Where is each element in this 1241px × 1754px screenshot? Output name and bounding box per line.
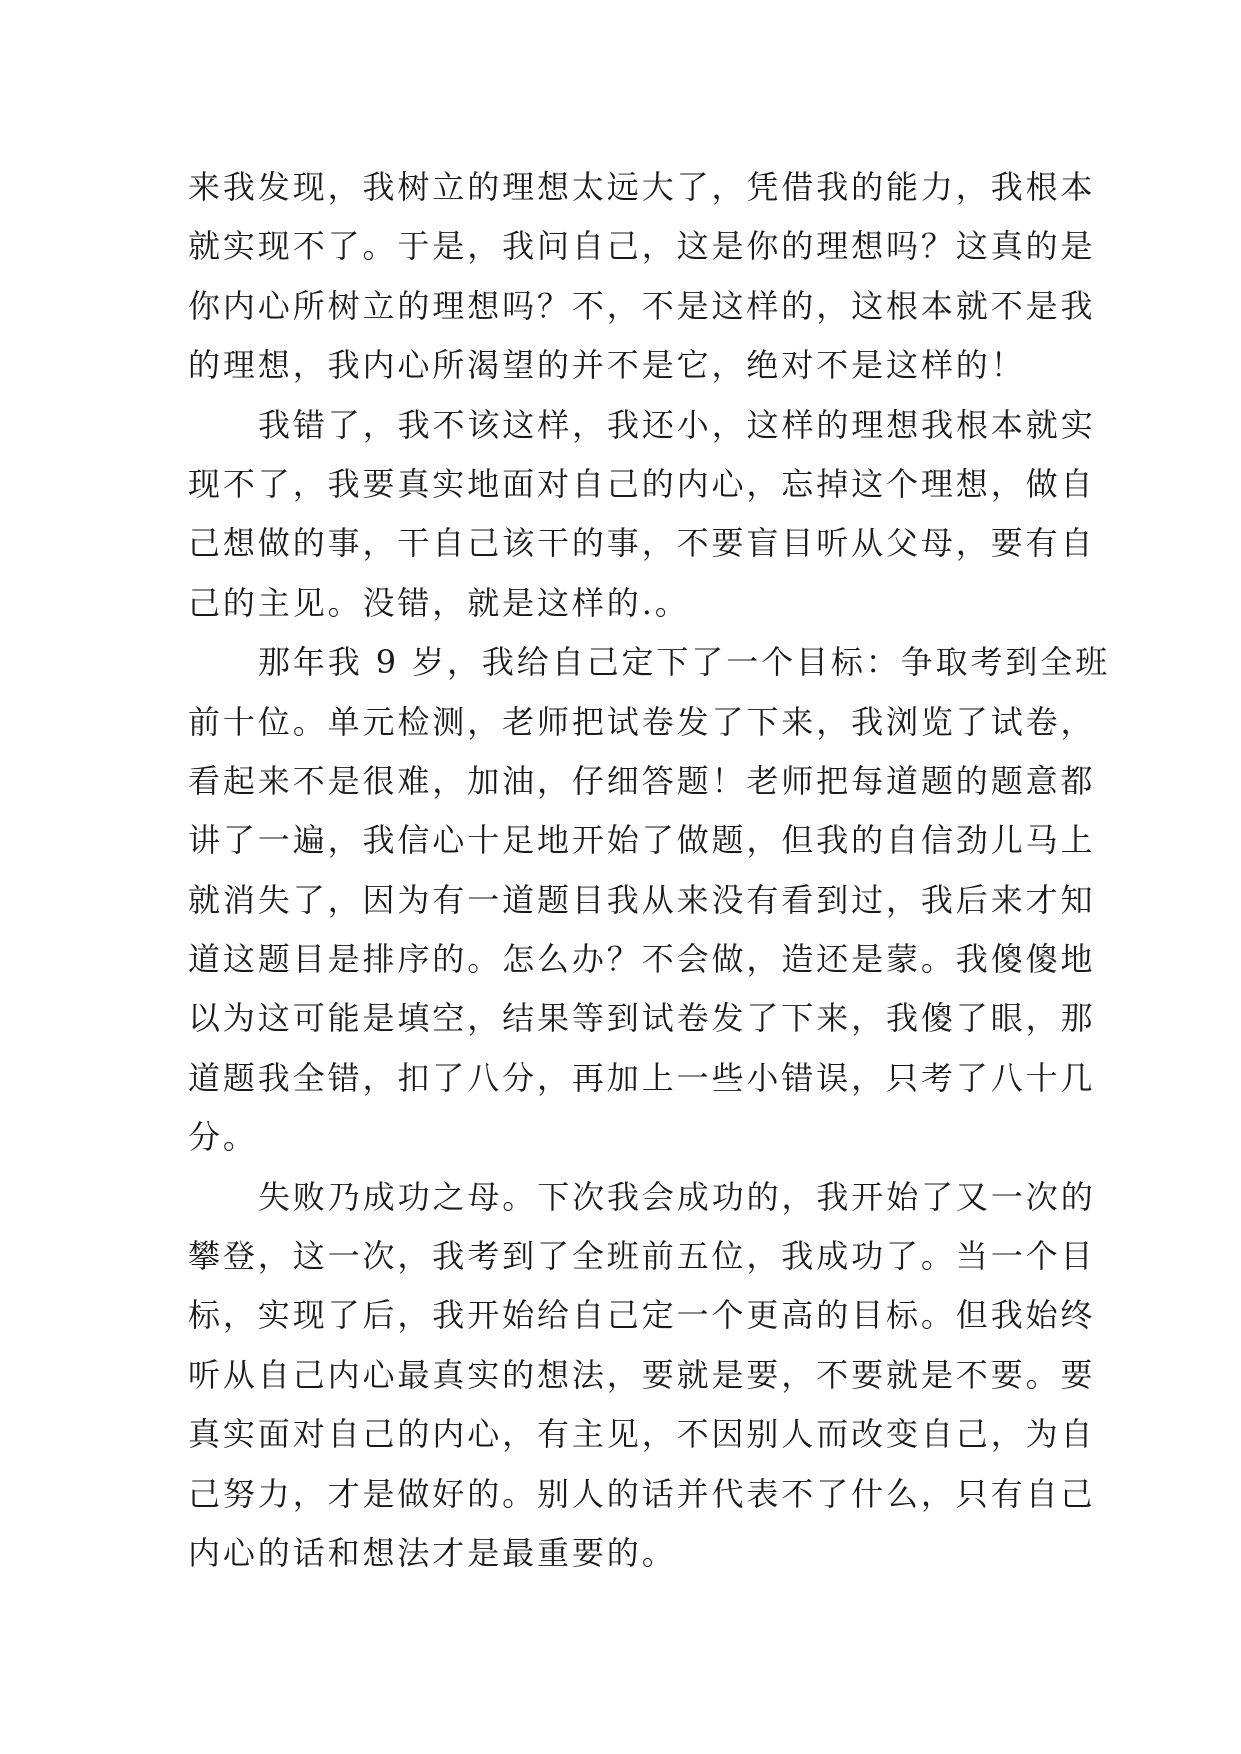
text-line: 前十位。单元检测，老师把试卷发了下来，我浏览了试卷， — [188, 702, 1096, 741]
text-line: 来我发现，我树立的理想太远大了，凭借我的能力，我根本 — [188, 168, 1096, 206]
text-line: 己努力，才是做好的。别人的话并代表不了什么，只有自己 — [188, 1474, 1096, 1513]
text-line: 的理想，我内心所渴望的并不是它，绝对不是这样的！ — [188, 346, 1026, 385]
text-line: 现不了，我要真实地面对自己的内心，忘掉这个理想，做自 — [188, 464, 1096, 503]
text-line: 道题我全错，扣了八分，再加上一些小错误，只考了八十几 — [188, 1058, 1096, 1097]
text-line: 看起来不是很难，加油，仔细答题！老师把每道题的题意都 — [188, 761, 1096, 800]
text-line: 内心的话和想法才是最重要的。 — [188, 1533, 677, 1572]
text-line: 以为这可能是填空，结果等到试卷发了下来，我傻了眼，那 — [188, 999, 1096, 1038]
text-line: 己的主见。没错，就是这样的.。 — [188, 583, 690, 622]
text-line: 攀登，这一次，我考到了全班前五位，我成功了。当一个目 — [188, 1237, 1096, 1276]
paragraph-first-line: 我错了，我不该这样，我还小，这样的理想我根本就实 — [258, 405, 1096, 444]
text-line: 标，实现了后，我开始给自己定一个更高的目标。但我始终 — [188, 1296, 1096, 1335]
text-line: 真实面对自己的内心，有主见，不因别人而改变自己，为自 — [188, 1415, 1096, 1454]
paragraph-first-line: 那年我 9 岁，我给自己定下了一个目标：争取考到全班 — [258, 643, 1111, 682]
text-line: 分。 — [188, 1118, 258, 1157]
text-line: 就实现不了。于是，我问自己，这是你的理想吗？这真的是 — [188, 227, 1096, 266]
paragraph-first-line: 失败乃成功之母。下次我会成功的，我开始了又一次的 — [258, 1177, 1096, 1216]
text-line: 听从自己内心最真实的想法，要就是要，不要就是不要。要 — [188, 1355, 1096, 1394]
text-line: 讲了一遍，我信心十足地开始了做题，但我的自信劲儿马上 — [188, 821, 1096, 860]
text-line: 己想做的事，干自己该干的事，不要盲目听从父母，要有自 — [188, 524, 1096, 563]
text-line: 道这题目是排序的。怎么办？不会做，造还是蒙。我傻傻地 — [188, 940, 1096, 979]
essay-body — [188, 158, 1111, 1583]
text-line: 你内心所树立的理想吗？不，不是这样的，这根本就不是我 — [188, 286, 1096, 325]
text-line: 就消失了，因为有一道题目我从来没有看到过，我后来才知 — [188, 880, 1096, 919]
